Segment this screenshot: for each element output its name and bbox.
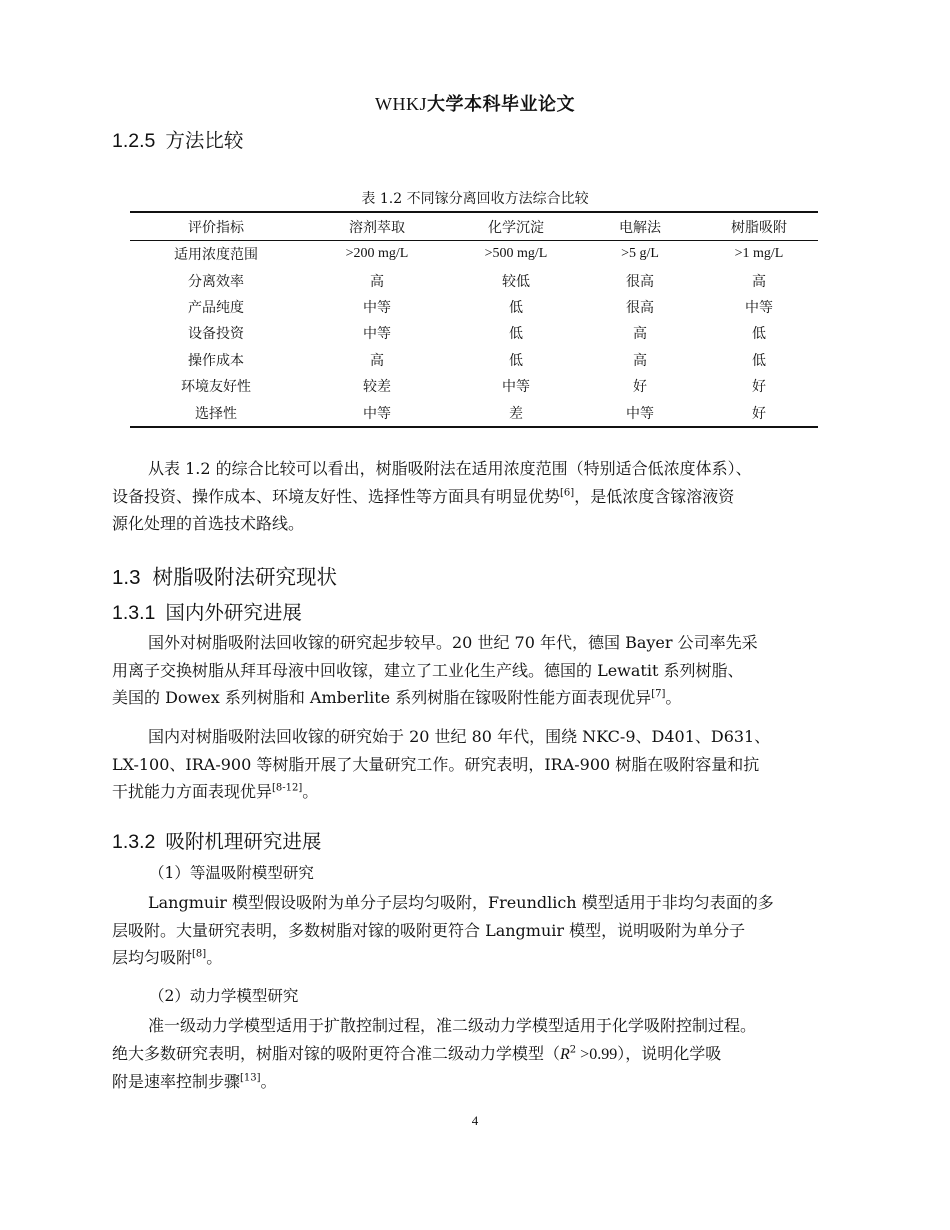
table-cell: 较差	[363, 379, 391, 396]
table-cell: 操作成本	[188, 352, 244, 369]
table-cell: 中等	[363, 326, 391, 343]
table-caption: 表 1.2 不同镓分离回收方法综合比较	[361, 191, 589, 207]
section-number: 1.3.1	[112, 602, 156, 624]
table-cell: 分离效率	[188, 273, 244, 290]
table-cell: 产品纯度	[188, 299, 244, 316]
text-line	[112, 1068, 842, 1096]
table-cell: 设备投资	[188, 326, 244, 343]
comparison-table	[130, 211, 818, 428]
text-run: ），说明化学吸	[617, 1043, 722, 1063]
section-title: 方法比较	[165, 129, 244, 152]
section-title: 吸附机理研究进展	[165, 830, 322, 853]
table-cell: 高	[370, 273, 384, 290]
table-cell: 好	[700, 399, 818, 426]
text-line: 用离子交换树脂从拜耳母液中回收镓，建立了工业化生产线。德国的 Lewatit 系列树脂、	[112, 660, 744, 680]
table-cell: 低	[509, 299, 523, 316]
text-run: ，是低浓度含镓溶液资	[574, 486, 735, 506]
section-number: 1.3	[112, 566, 141, 589]
table-cell: 环境友好性	[181, 379, 251, 396]
section-heading-1-3-2	[112, 826, 321, 854]
section-number: 1.3.2	[112, 831, 156, 853]
table-row	[130, 399, 818, 426]
table-cell: 高	[752, 273, 766, 290]
table-cell: 很高	[626, 299, 654, 316]
text-line	[112, 1040, 842, 1069]
table-cell: 高	[633, 326, 647, 343]
table-cell: 适用浓度范围	[174, 247, 258, 264]
section-title: 树脂吸附法研究现状	[152, 565, 337, 589]
text-line: 国外对树脂吸附法回收镓的研究起步较早。20 世纪 70 年代，德国 Bayer 公司率先采	[148, 633, 758, 652]
text-line: Langmuir 模型假设吸附为单分子层均匀吸附，Freundlich 模型适用于非均匀表面的多	[148, 893, 774, 912]
table-cell: 中等	[502, 379, 530, 396]
citation: [13]	[240, 1072, 261, 1084]
table-cell: 低	[752, 326, 766, 343]
table-cell: 中等	[580, 399, 700, 426]
table-row	[130, 267, 818, 293]
section-heading-1-3	[112, 560, 337, 590]
column-header: 溶剂萃取	[302, 212, 452, 241]
table-cell: 低	[509, 326, 523, 343]
text-run: 。	[665, 688, 682, 707]
section-heading-1-2-5	[112, 125, 243, 153]
superscript: 2	[569, 1044, 577, 1056]
text-run: 。	[302, 782, 319, 801]
text-line: 国内对树脂吸附法回收镓的研究始于 20 世纪 80 年代，围绕 NKC-9、D401、D631、	[148, 727, 771, 746]
paragraph-isotherm	[112, 889, 842, 972]
text-run: 。	[260, 1072, 277, 1091]
table-row	[130, 373, 818, 399]
table-cell: 很高	[626, 273, 654, 290]
table-cell: >500 mg/L	[484, 246, 548, 262]
page-number: 4	[471, 1113, 479, 1128]
text-line: 层吸附。大量研究表明，多数树脂对镓的吸附更符合 Langmuir 模型，说明吸附为单分子	[112, 920, 746, 940]
table-cell: 中等	[363, 299, 391, 316]
paragraph-table-summary	[112, 455, 842, 538]
paragraph-kinetics	[112, 1012, 842, 1096]
column-header: 化学沉淀	[452, 212, 580, 241]
table-cell: 选择性	[130, 399, 302, 426]
citation: [8]	[192, 948, 207, 960]
text-line: 准一级动力学模型适用于扩散控制过程，准二级动力学模型适用于化学吸附控制过程。	[148, 1016, 757, 1035]
subheading-isotherm: （1）等温吸附模型研究	[149, 864, 314, 882]
text-line	[112, 684, 842, 712]
table-row	[130, 241, 818, 268]
table-cell: >1 mg/L	[734, 246, 784, 262]
section-number: 1.2.5	[112, 130, 156, 152]
text-run: 。	[206, 948, 223, 967]
citation: [6]	[560, 487, 575, 499]
table-cell: 高	[370, 352, 384, 369]
citation: [7]	[651, 688, 666, 700]
table-row	[130, 294, 818, 320]
table-row	[130, 320, 818, 346]
running-header	[0, 90, 950, 116]
citation: [8-12]	[272, 782, 303, 794]
text-run: 绝大多数研究表明，树脂对镓的吸附更符合准二级动力学模型（	[112, 1043, 561, 1063]
text-line: LX-100、IRA-900 等树脂开展了大量研究工作。研究表明，IRA-900 树脂在吸附容量和抗	[112, 754, 760, 774]
text-line	[112, 483, 842, 511]
r-squared-symbol: R	[560, 1045, 570, 1063]
table-cell: 低	[752, 352, 766, 369]
text-line: 从表 1.2 的综合比较可以看出，树脂吸附法在适用浓度范围（特别适合低浓度体系）、	[148, 459, 752, 478]
column-header: 评价指标	[130, 212, 302, 241]
table-header-row	[130, 212, 818, 241]
table-cell: 差	[452, 399, 580, 426]
text-line	[112, 778, 842, 806]
table-cell: 较低	[502, 273, 530, 290]
header-title: 大学本科毕业论文	[427, 94, 575, 115]
subheading-kinetics: （2）动力学模型研究	[149, 987, 299, 1005]
text-run: 美国的 Dowex 系列树脂和 Amberlite 系列树脂在镓吸附性能方面表现优异	[112, 688, 652, 707]
text-run: >0.99	[576, 1045, 618, 1063]
text-run: 设备投资、操作成本、环境友好性、选择性等方面具有明显优势	[112, 486, 561, 506]
table-cell: 中等	[302, 399, 452, 426]
section-title: 国内外研究进展	[165, 601, 302, 624]
table-cell: 中等	[745, 299, 773, 316]
header-latin: WHKJ	[375, 94, 427, 114]
table-cell: 低	[509, 352, 523, 369]
paragraph-foreign-research	[112, 629, 842, 712]
text-run: 附是速率控制步骤	[112, 1072, 241, 1091]
table-cell: >5 g/L	[621, 246, 659, 262]
column-header: 电解法	[580, 212, 700, 241]
text-run: 层均匀吸附	[112, 948, 193, 967]
paragraph-domestic-research	[112, 723, 842, 806]
text-run: 干扰能力方面表现优异	[112, 782, 273, 801]
table-row	[130, 347, 818, 373]
table-cell: 好	[752, 379, 766, 396]
table-cell: 高	[633, 352, 647, 369]
section-heading-1-3-1	[112, 597, 302, 625]
table-cell: >200 mg/L	[345, 246, 409, 262]
text-line	[112, 944, 842, 972]
table-cell: 好	[633, 379, 647, 396]
text-line: 源化处理的首选技术路线。	[112, 514, 305, 533]
column-header: 树脂吸附	[700, 212, 818, 241]
